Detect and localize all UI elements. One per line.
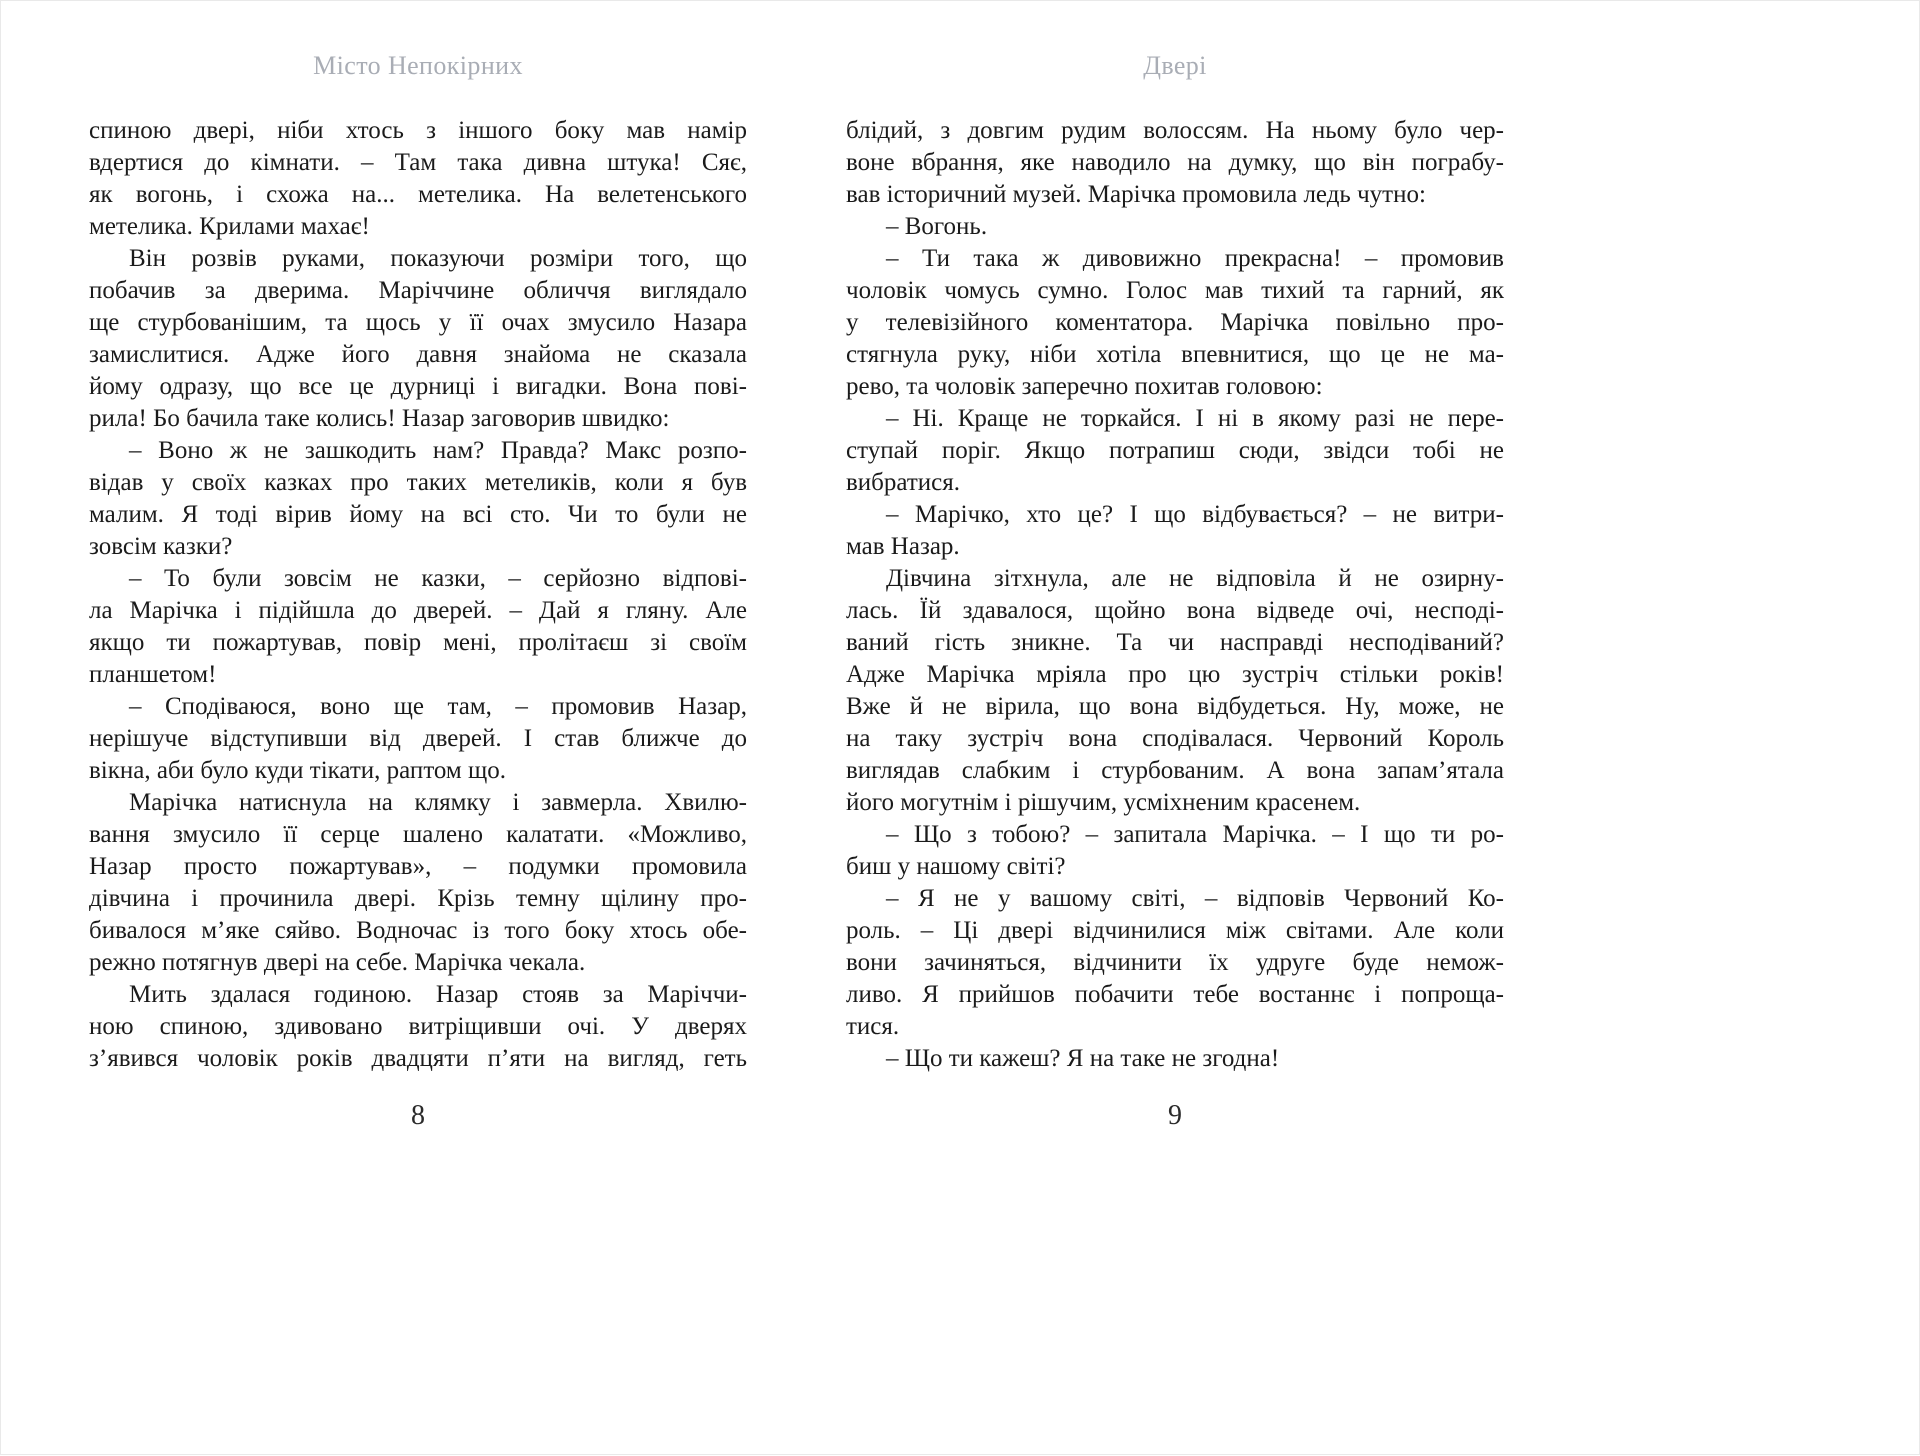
text-line: вав історичний музей. Марічка промовила ледь чутно: <box>846 181 1426 208</box>
text-line: тися. <box>846 1013 900 1040</box>
text-line: биш у нашому світі? <box>846 853 1066 880</box>
text-line: рила! Бо бачила таке колись! Назар заговорив швидко: <box>89 405 670 432</box>
right-text-block <box>846 115 1504 1075</box>
left-page-number: 8 <box>411 1100 425 1131</box>
text-line: – Ти така ж дивовижно прекрасна! – промовив <box>886 245 1504 272</box>
text-line: з’явився чоловік років двадцяти п’яти на вигляд, геть <box>89 1045 747 1072</box>
text-line: стягнула руку, ніби хотіла впевнитися, що це не ма- <box>846 341 1504 368</box>
text-line: ною спиною, здивовано витріщивши очі. У дверях <box>89 1013 747 1040</box>
text-line: – Що з тобою? – запитала Марічка. – І що ти ро- <box>886 821 1504 848</box>
text-line: чоловік чомусь сумно. Голос мав тихий та гарний, як <box>846 277 1504 304</box>
text-line: – Ні. Краще не торкайся. І ні в якому разі не пере- <box>886 405 1504 432</box>
text-line: Дівчина зітхнула, але не відповіла й не озирну- <box>886 565 1504 592</box>
text-line: ла Марічка і підійшла до дверей. – Дай я гляну. Але <box>89 597 747 624</box>
left-text-block <box>89 115 747 1075</box>
text-line: вдертися до кімнати. – Там така дивна штука! Сяє, <box>89 149 747 176</box>
text-line: блідий, з довгим рудим волоссям. На ньому було чер- <box>846 117 1504 144</box>
text-line: відав у своїх казках про таких метеликів, коли я був <box>89 469 747 496</box>
text-line: Він розвів руками, показуючи розміри того, що <box>129 245 747 272</box>
text-line: Назар просто пожартував», – подумки промовила <box>89 853 747 880</box>
text-line: – Що ти кажеш? Я на таке не згодна! <box>886 1045 1280 1072</box>
text-line: на таку зустріч вона сподівалася. Червоний Король <box>846 725 1504 752</box>
text-line: побачив за дверима. Маріччине обличчя виглядало <box>89 277 747 304</box>
text-line: у телевізійного коментатора. Марічка повільно про- <box>846 309 1504 336</box>
text-line: – То були зовсім не казки, – серйозно відпові- <box>129 565 747 592</box>
text-line: ще стурбованішим, та щось у її очах змусило Назара <box>89 309 747 336</box>
text-line: замислитися. Адже його давня знайома не сказала <box>89 341 747 368</box>
text-line: Вже й не вірила, що вона відбудеться. Ну, може, не <box>846 693 1504 720</box>
text-line: його могутнім і рішучим, усміхненим красенем. <box>846 789 1361 816</box>
left-running-header: Місто Непокірних <box>313 51 523 80</box>
text-line: вони зачиняться, відчинити їх удруге буде немож- <box>846 949 1504 976</box>
text-line: Адже Марічка мріяла про цю зустріч стільки років! <box>846 661 1504 688</box>
page-right <box>846 1 1504 1456</box>
text-line: Марічка натиснула на клямку і завмерла. Хвилю- <box>129 789 747 816</box>
text-line: бивалося м’яке сяйво. Водночас із того боку хтось обе- <box>89 917 747 944</box>
text-line: нерішуче відступивши від дверей. І став ближче до <box>89 725 747 752</box>
right-running-header: Двері <box>1143 51 1207 80</box>
text-line: вання змусило її серце шалено калатати. «Можливо, <box>89 821 747 848</box>
text-line: йому одразу, що все це дурниці і вигадки. Вона пові- <box>89 373 747 400</box>
text-line: – Вогонь. <box>886 213 988 240</box>
text-line: роль. – Ці двері відчинилися між світами. Але коли <box>846 917 1504 944</box>
text-line: – Я не у вашому світі, – відповів Червоний Ко- <box>886 885 1504 912</box>
text-line: Мить здалася годиною. Назар стояв за Маріччи- <box>129 981 747 1008</box>
text-line: воне вбрання, яке наводило на думку, що він пограбу- <box>846 149 1504 176</box>
text-line: якщо ти пожартував, повір мені, пролітаєш зі своїм <box>89 629 747 656</box>
text-line: – Воно ж не зашкодить нам? Правда? Макс розпо- <box>129 437 747 464</box>
text-line: – Марічко, хто це? І що відбувається? – не витри- <box>886 501 1504 528</box>
right-page-number: 9 <box>1168 1100 1182 1131</box>
text-line: – Сподіваюся, воно ще там, – промовив Назар, <box>129 693 747 720</box>
text-line: мав Назар. <box>846 533 960 560</box>
text-line: спиною двері, ніби хтось з іншого боку мав намір <box>89 117 747 144</box>
text-line: планшетом! <box>89 661 217 688</box>
text-line: малим. Я тоді вірив йому на всі сто. Чи то були не <box>89 501 747 528</box>
text-line: режно потягнув двері на себе. Марічка чекала. <box>89 949 586 976</box>
text-line: ливо. Я прийшов побачити тебе востаннє і попроща- <box>846 981 1504 1008</box>
text-line: лась. Їй здавалося, щойно вона відведе очі, несподі- <box>846 597 1504 624</box>
text-line: вибратися. <box>846 469 961 496</box>
text-line: виглядав слабким і стурбованим. А вона запам’ятала <box>846 757 1504 784</box>
text-line: зовсім казки? <box>89 533 233 560</box>
text-line: дівчина і прочинила двері. Крізь темну щілину про- <box>89 885 747 912</box>
text-line: як вогонь, і схожа на... метелика. На велетенського <box>89 181 747 208</box>
text-line: рево, та чоловік заперечно похитав головою: <box>846 373 1323 400</box>
page-left <box>89 1 747 1456</box>
text-line: ваний гість зникне. Та чи насправді несподіваний? <box>846 629 1504 656</box>
text-line: вікна, аби було куди тікати, раптом що. <box>89 757 507 784</box>
text-line: метелика. Крилами махає! <box>89 213 370 240</box>
text-line: ступай поріг. Якщо потрапиш сюди, звідси тобі не <box>846 437 1504 464</box>
